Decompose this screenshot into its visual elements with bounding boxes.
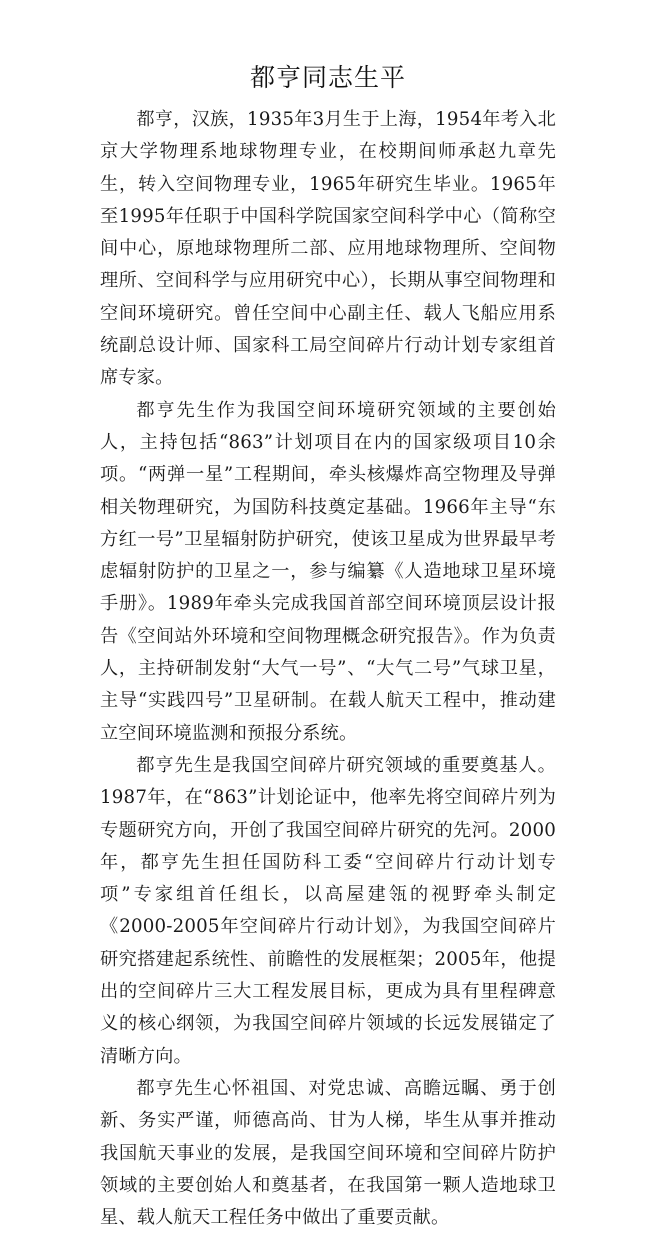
document-body bbox=[100, 104, 556, 1234]
paragraph-space-environment: 都亨先生作为我国空间环境研究领域的主要创始人，主持包括“863”计划项目在内的国家级项目10余项。“两弹一星”工程期间，牵头核爆炸高空物理及导弹相关物理研究，为国防科技奠定基础。1966年主导“东方红一号”卫星辐射防护研究，使该卫星成为世界最早考虑辐射防护的卫星之一，参与编纂《人造地球卫星环境手册》。1989年牵头完成我国首部空间环境顶层设计报告《空间站外环境和空间物理概念研究报告》。作为负责人，主持研制发射“大气一号”、“大气二号”气球卫星，主导“实践四号”卫星研制。在载人航天工程中，推动建立空间环境监测和预报分系统。 bbox=[100, 399, 556, 744]
paragraph-space-debris: 都亨先生是我国空间碎片研究领域的重要奠基人。1987年，在“863”计划论证中，他率先将空间碎片列为专题研究方向，开创了我国空间碎片研究的先河。2000年，都亨先生担任国防科工委“空间碎片行动计划专项”专家组首任组长，以高屋建瓴的视野牵头制定《2000-2005年空间碎片行动计划》，为我国空间碎片研究搭建起系统性、前瞻性的发展框架；2005年，他提出的空间碎片三大工程发展目标，更成为具有里程碑意义的核心纲领，为我国空间碎片领域的长远发展锚定了清晰方向。 bbox=[100, 754, 556, 1067]
paragraph-biography: 都亨，汉族，1935年3月生于上海，1954年考入北京大学物理系地球物理专业，在校期间师承赵九章先生，转入空间物理专业，1965年研究生毕业。1965年至1995年任职于中国科学院国家空间科学中心（简称空间中心，原地球物理所二部、应用地球物理所、空间物理所、空间科学与应用研究中心），长期从事空间物理和空间环境研究。曾任空间中心副主任、载人飞船应用系统副总设计师、国家科工局空间碎片行动计划专家组首席专家。 bbox=[100, 109, 556, 389]
document-title: 都亨同志生平 bbox=[249, 63, 406, 92]
paragraph-tribute: 都亨先生心怀祖国、对党忠诚、高瞻远瞩、勇于创新、务实严谨，师德高尚、甘为人梯，毕生从事并推动我国航天事业的发展，是我国空间环境和空间碎片防护领域的主要创始人和奠基者，在我国第一颗人造地球卫星、载人航天工程任务中做出了重要贡献。 bbox=[100, 1077, 556, 1229]
